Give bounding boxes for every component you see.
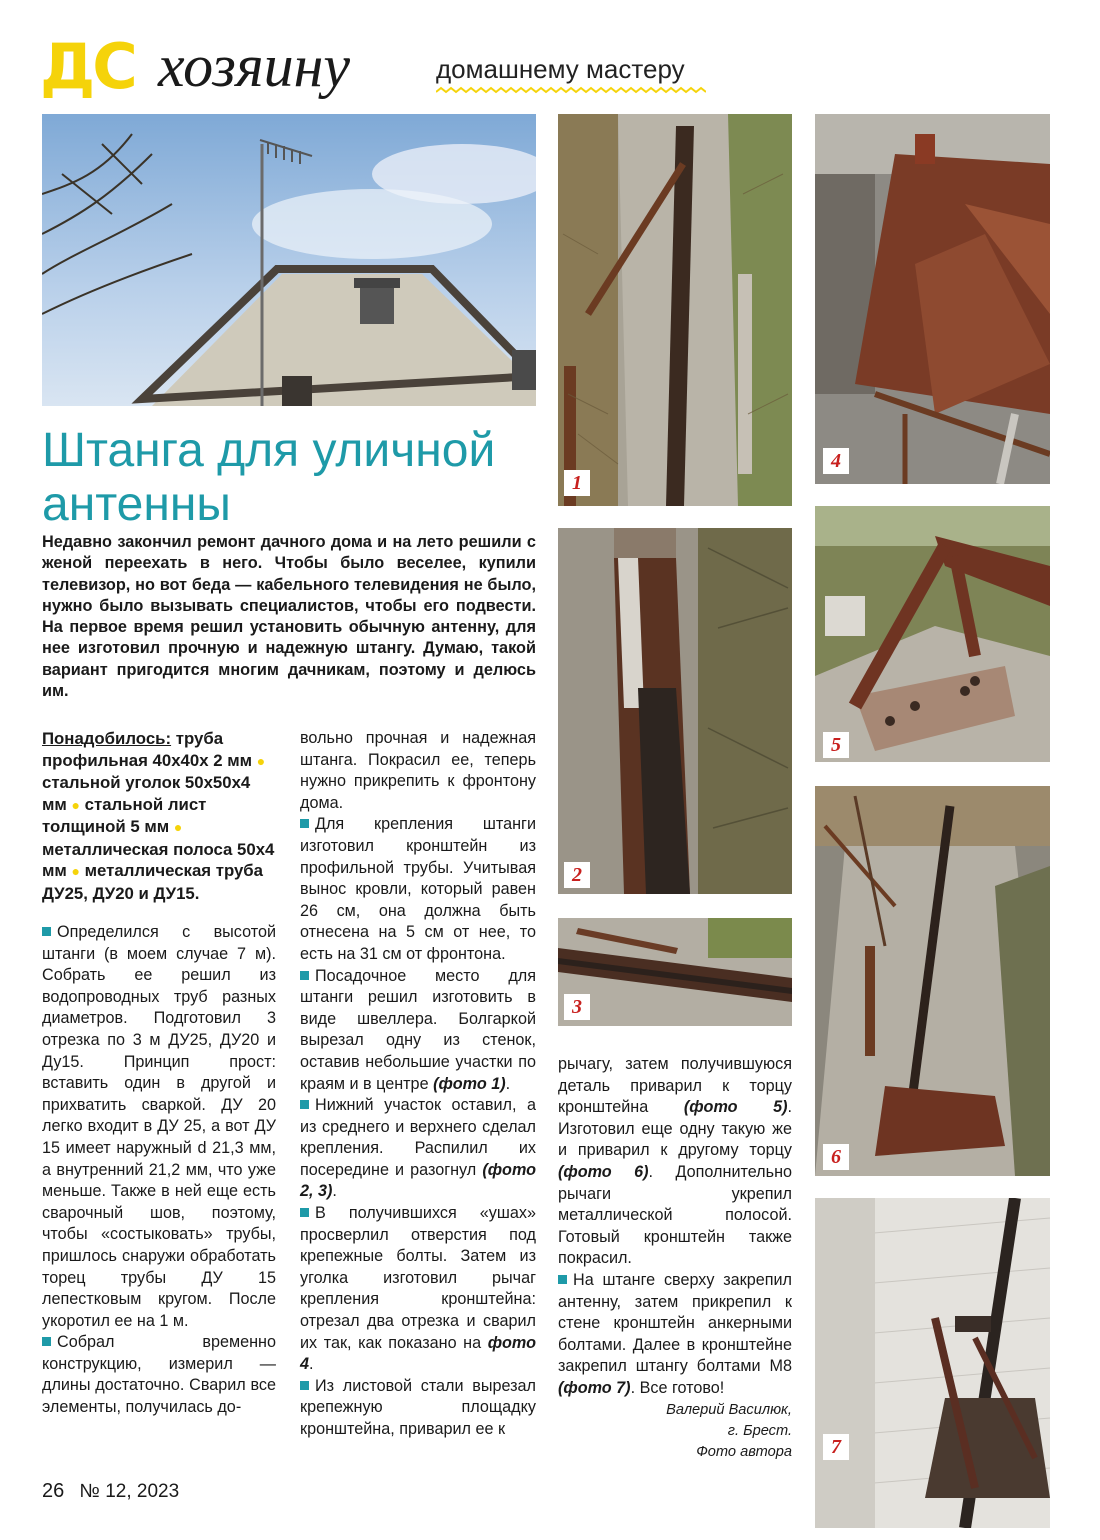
photo-reference: (фото 5) — [683, 1098, 788, 1117]
article-title — [42, 424, 542, 532]
photo-5 — [815, 506, 1050, 762]
material-item: металлическая полоса 50х4 мм — [42, 839, 275, 880]
photo-number: 2 — [564, 862, 590, 888]
paragraph-text: Посадочное место для штанги решил изготовить в виде швеллера. Болгаркой вырезал одну из стенок, оставив небольшие участки по краям и в центре — [300, 966, 536, 1093]
paragraph-text: Для крепления штанги изготовил кронштейн из профильной трубы. Учитывая вынос кровли, который равен 26 см, она должна быть отнесена на 5 см от нее, то есть на 31 см от фронтона. — [300, 815, 536, 963]
magazine-logo: ДС — [40, 30, 135, 103]
paragraph-text: Собрал временно конструкцию, измерил — длины достаточно. Сварил все элементы, получилась до- — [42, 1333, 276, 1417]
paragraph-text: Из листовой стали вырезал крепежную площадку кронштейна, приварил ее к — [300, 1376, 536, 1438]
photo-6 — [815, 786, 1050, 1176]
title-line-2: антенны — [42, 478, 231, 531]
paragraph: Нижний участок оставил, а из среднего и верхнего сделал крепления. Распилил их посередине и разогнул (фото 2, 3). — [300, 1096, 537, 1201]
materials-label: Понадобилось: — [42, 729, 172, 748]
photo-7 — [815, 1198, 1050, 1528]
photo-2 — [558, 528, 792, 894]
bullet-dot-icon: ● — [173, 819, 183, 835]
paragraph-text: На штанге сверху закрепил антенну, затем прикрепил к стене кронштейн анкерными болтами. Далее в кронштейне закрепил штангу болтами М8 — [558, 1270, 792, 1376]
text-column-1 — [42, 728, 276, 1419]
rubric-underline — [436, 86, 706, 94]
rubric-title: хозяину — [158, 33, 351, 99]
photo-number: 5 — [823, 732, 849, 758]
photo-number: 6 — [823, 1144, 849, 1170]
paragraph-continued: вольно прочная и надежная штанга. Покрасил ее, теперь нужно прикрепить к фронтону дома. — [300, 729, 536, 812]
rubric-subtitle: домашнему мастеру — [436, 54, 685, 84]
paragraph: В получившихся «ушах» просверлил отверстия под крепежные болты. Затем из уголка изготовил рычаг крепления кронштейна: отрезал два отрезка и сварил их так, как показано на фото 4. — [300, 1204, 536, 1374]
photo-number: 1 — [564, 470, 590, 496]
material-item: труба профильная 40х40х 2 мм — [42, 729, 253, 770]
paragraph-text: рычагу, затем получившуюся деталь приварил к торцу кронштейна — [558, 1055, 792, 1117]
page-number: 26 — [42, 1480, 65, 1502]
bullet-dot-icon: ● — [71, 863, 80, 879]
paragraph-text: Нижний участок оставил, а из среднего и верхнего сделал крепления. Распилил их посередине и разогнул — [300, 1096, 536, 1179]
paragraph-text: Все готово! — [639, 1378, 725, 1397]
paragraph-marker-icon — [300, 1381, 309, 1390]
bullet-dot-icon: ● — [256, 752, 266, 769]
text-column-3 — [558, 1054, 792, 1463]
photo-3 — [558, 918, 792, 1026]
title-line-1: Штанга для уличной — [42, 424, 496, 477]
paragraph-text: Изготовил еще одну такую же и приварил к другому торцу — [558, 1119, 792, 1160]
materials-list — [42, 728, 276, 904]
paragraph-marker-icon — [42, 927, 51, 936]
paragraph: Посадочное место для штанги решил изготовить в виде швеллера. Болгаркой вырезал одну из стенок, оставив небольшие участки по краям и в центре (фото 1). — [300, 966, 536, 1093]
photo-1 — [558, 114, 792, 506]
photo-reference: (фото 6) — [558, 1162, 649, 1181]
photo-reference: (фото 1) — [433, 1074, 506, 1093]
issue-number: № 12, 2023 — [79, 1481, 180, 1502]
photo-reference: (фото 7) — [558, 1378, 631, 1397]
photo-credit: Фото автора — [696, 1443, 792, 1460]
author-signature — [558, 1400, 792, 1463]
paragraph — [300, 814, 536, 965]
material-item: стальной лист толщиной 5 мм — [42, 794, 207, 836]
author-name: Валерий Василюк, — [666, 1401, 792, 1418]
paragraph-text: Дополнительно рычаги укрепил металлической полосой. Готовый кронштейн также покрасил. — [558, 1162, 793, 1268]
main-photo-house-antenna — [42, 114, 536, 406]
paragraph-marker-icon — [558, 1275, 567, 1284]
paragraph — [42, 1332, 276, 1418]
article-lead: Недавно закончил ремонт дачного дома и на лето решили с женой переехать в него. Чтобы было веселее, купили телевизор, но вот беда — кабельного телевидения не было, нужно было вызывать специалистов, чтобы его подвести. На первое время решил установить обычную антенну, для нее изготовил прочную и надежную штангу. Думаю, такой вариант пригодится многим дачникам, поэтому и делюсь им. — [42, 533, 536, 701]
bullet-dot-icon: ● — [71, 796, 80, 813]
photo-reference: (фото 2, 3) — [300, 1160, 537, 1201]
paragraph-marker-icon — [300, 1208, 309, 1217]
author-city: г. Брест. — [727, 1422, 792, 1439]
paragraph-marker-icon — [42, 1337, 51, 1346]
material-item: стальной уголок 50х50х4 мм — [42, 773, 251, 814]
photo-reference: фото 4 — [300, 1333, 536, 1374]
photo-number: 4 — [823, 448, 849, 474]
paragraph: На штанге сверху закрепил антенну, затем прикрепил к стене кронштейн анкерными болтами. Далее в кронштейне закрепил штангу болтами М8 (фото 7). Все готово! — [558, 1270, 792, 1397]
paragraph-marker-icon — [300, 1100, 309, 1109]
photo-number: 7 — [823, 1434, 849, 1460]
paragraph-marker-icon — [300, 819, 309, 828]
photo-4 — [815, 114, 1050, 484]
photo-number: 3 — [564, 994, 590, 1020]
paragraph-text: В получившихся «ушах» просверлил отверстия под крепежные болты. Затем из уголка изготовил рычаг крепления кронштейна: отрезал два отрезка и сварил их так, как показано на — [300, 1204, 536, 1352]
material-item: металлическая труба ДУ25, ДУ20 и ДУ15. — [42, 861, 264, 903]
paragraph-marker-icon — [300, 971, 309, 980]
paragraph-continued: рычагу, затем получившуюся деталь приварил к торцу кронштейна (фото 5). Изготовил еще одну такую же и приварил к другому торцу (фото 6). Дополнительно рычаги укрепил металлической полосой. Готовый кронштейн также покрасил. — [558, 1055, 793, 1268]
page-footer — [42, 1480, 179, 1503]
paragraph — [42, 922, 276, 1332]
paragraph — [300, 1376, 536, 1441]
paragraph-text: Определился с высотой штанги (в моем случае 7 м). Собрать ее решил из водопроводных труб разных диаметров. Подготовил 3 отрезка по 3 м ДУ25, ДУ20 и Ду15. Принцип прост: вставить один в другой и прихватить сваркой. ДУ 20 легко входит в ДУ 25, а вот ДУ 15 имеет наружный d 21,3 мм, а внутренний 21,2 мм, что уже меньше. Также в ней еще есть сварочный шов, поэтому, чтобы «состыковать» трубы, пришлось снаружи обработать торец трубы ДУ 15 лепестковым кругом. После укоротил ее на 1 м. — [42, 923, 276, 1330]
text-column-2 — [300, 728, 536, 1441]
